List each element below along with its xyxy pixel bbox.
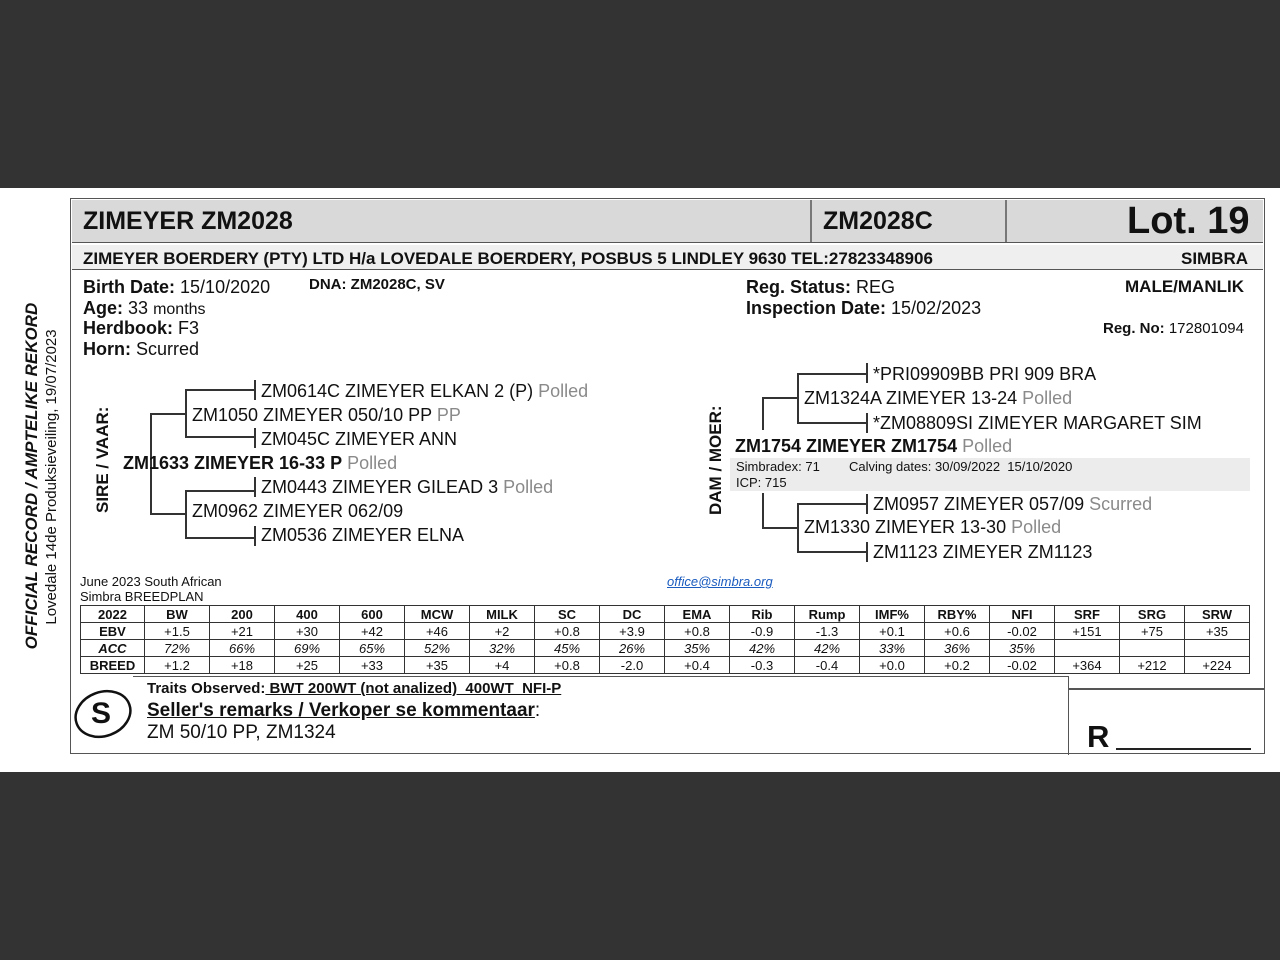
dam-sire-dam [873,413,1202,434]
ped-note: Scurred [1089,494,1153,514]
ebv-cell: +0.2 [925,657,990,674]
dam-connector [797,503,799,552]
price-label: R [1087,719,1110,754]
breeder-line: ZIMEYER BOERDERY (PTY) LTD H/a LOVEDALE BOERDERY, POSBUS 5 LINDLEY 9630 TEL:27823348906 [83,249,933,268]
sire-connector [150,413,186,415]
breed-name: SIMBRA [1181,249,1249,268]
ebv-cell: +3.9 [600,623,665,640]
age-unit: months [153,301,206,318]
ebv-cell: +4 [470,657,535,674]
sire-dam-dam [261,525,464,546]
sire-dam [192,501,403,522]
birth-date-label: Birth Date: [83,277,176,297]
ebv-cell: 72% [145,640,210,657]
inspection-value: 15/02/2023 [891,298,982,318]
ped-note: Polled [1022,388,1073,408]
traits-observed [147,680,561,697]
reg-no [1103,320,1244,337]
reg-no-label: Reg. No: [1103,320,1165,337]
ebv-cell: +0.0 [860,657,925,674]
ebv-cell [1120,640,1185,657]
ebv-cell: +0.8 [535,657,600,674]
inspection-label: Inspection Date: [746,298,887,318]
ebv-cell: 45% [535,640,600,657]
ebv-cell: -0.02 [990,657,1055,674]
sire-connector [254,477,256,497]
ebv-header-cell: RBY% [925,606,990,623]
ebv-cell: +35 [1185,623,1250,640]
title-divider [1005,200,1007,242]
ped-name: ZM0614C ZIMEYER ELKAN 2 (P) [261,381,534,401]
dam-connector [797,373,867,375]
ped-name: ZM0957 ZIMEYER 057/09 [873,494,1085,514]
ebv-cell: +1.2 [145,657,210,674]
sire-connector [254,428,256,448]
ped-note: Polled [538,381,589,401]
dam-connector [866,542,868,562]
dam-sire [804,388,1072,409]
dam-connector [866,494,868,514]
ebv-row-ebv [81,623,1250,640]
dam-sire-sire [873,364,1096,385]
ebv-cell [1055,640,1120,657]
inspection-date [746,298,981,319]
ebv-header-cell: NFI [990,606,1055,623]
ebv-table [80,605,1250,674]
seller-remarks-heading [147,700,540,722]
ebv-header-cell: SRW [1185,606,1250,623]
ebv-cell: -0.9 [730,623,795,640]
dam-connector [762,397,798,399]
ebv-cell: +0.8 [665,623,730,640]
dam-connector [866,413,868,433]
ebv-row-breed [81,657,1250,674]
reg-status-label: Reg. Status: [746,277,852,297]
sire-dam-sire [261,477,553,498]
sire-connector [185,436,255,438]
ebv-cell: +33 [340,657,405,674]
ped-name: *ZM08809SI ZIMEYER MARGARET SIM [873,413,1202,433]
reg-status [746,277,895,298]
ebv-row-acc [81,640,1250,657]
ebv-header-cell: MCW [405,606,470,623]
ebv-row-label: EBV [81,623,145,640]
animal-name: ZIMEYER ZM2028 [83,207,293,235]
traits-label: Traits Observed: [147,680,266,697]
ebv-row-label: ACC [81,640,145,657]
ped-name: ZM1123 ZIMEYER ZM1123 [873,542,1093,562]
ebv-header-cell: 200 [210,606,275,623]
ped-name: ZM1050 ZIMEYER 050/10 PP [192,405,432,425]
ebv-cell: -2.0 [600,657,665,674]
ebv-cell: +0.6 [925,623,990,640]
dam-dam-dam [873,542,1092,563]
logo-letter: S [90,697,112,730]
ped-name: ZM0962 ZIMEYER 062/09 [192,501,404,521]
dam-dam-sire [873,494,1152,515]
ebv-row-label: BREED [81,657,145,674]
dam-connector [762,493,764,528]
ebv-cell: -1.3 [795,623,860,640]
sire-connector [185,490,255,492]
dam-connector [762,527,798,529]
ped-name: ZM0443 ZIMEYER GILEAD 3 [261,477,499,497]
sire-sire-sire [261,381,588,402]
ebv-cell: +42 [340,623,405,640]
ebv-cell: +18 [210,657,275,674]
price-line [1116,748,1251,750]
sex: MALE/MANLIK [1125,277,1244,296]
ped-name: ZM1633 ZIMEYER 16-33 P [123,453,343,473]
dam-label: DAM / MOER: [706,405,725,515]
ped-note: Polled [962,436,1013,456]
ebv-header-row [81,606,1250,623]
ebv-header-cell: SC [535,606,600,623]
lot-number: Lot. 19 [1127,200,1250,242]
ebv-cell: 36% [925,640,990,657]
simbra-logo-icon [70,686,136,742]
ebv-cell: +0.1 [860,623,925,640]
ebv-cell: +46 [405,623,470,640]
ebv-header-cell: Rump [795,606,860,623]
ped-name: ZM1330 ZIMEYER 13-30 [804,517,1007,537]
ebv-header-cell: SRF [1055,606,1120,623]
ebv-cell: +151 [1055,623,1120,640]
horn-label: Horn: [83,339,131,359]
ebv-header-cell: MILK [470,606,535,623]
horn [83,339,199,360]
breedplan-line2: Simbra BREEDPLAN [80,589,204,604]
ebv-cell [1185,640,1250,657]
birth-date-value: 15/10/2020 [180,277,271,297]
ebv-cell: +75 [1120,623,1185,640]
ebv-cell: +0.8 [535,623,600,640]
ebv-cell: 66% [210,640,275,657]
dam-connector [797,373,799,423]
icp: ICP: 715 [736,475,787,490]
simbradex: Simbradex: 71 [736,459,820,474]
ped-name: ZM1324A ZIMEYER 13-24 [804,388,1018,408]
ebv-cell: +364 [1055,657,1120,674]
dam-connector [797,422,867,424]
ebv-cell: -0.3 [730,657,795,674]
ped-name: ZM1754 ZIMEYER ZM1754 [735,436,958,456]
ped-note: Polled [1011,517,1062,537]
reg-no-value: 172801094 [1168,320,1244,337]
price-box-border [1068,688,1265,690]
herdbook-label: Herdbook: [83,318,173,338]
birth-date [83,277,270,298]
sire-sire-dam [261,429,457,450]
ebv-cell: 33% [860,640,925,657]
dna-info: DNA: ZM2028C, SV [309,276,445,293]
calving-dates: Calving dates: 30/09/2022 15/10/2020 [849,459,1073,474]
ebv-cell: +30 [275,623,340,640]
ebv-cell: 42% [730,640,795,657]
ebv-cell: +224 [1185,657,1250,674]
ebv-cell: 69% [275,640,340,657]
ebv-header-cell: 2022 [81,606,145,623]
ebv-cell: +25 [275,657,340,674]
sire-connector [185,490,187,538]
animal-code: ZM2028C [823,207,933,235]
dam-connector [866,363,868,383]
age-label: Age: [83,298,123,318]
ebv-cell: 32% [470,640,535,657]
sire-label: SIRE / VAAR: [93,406,112,513]
reg-status-value: REG [856,277,896,297]
ebv-cell: +0.4 [665,657,730,674]
sire-sire [192,405,461,426]
ebv-cell: +212 [1120,657,1185,674]
dam-connector [797,503,867,505]
ebv-cell: +21 [210,623,275,640]
ebv-cell: 35% [665,640,730,657]
dam-dam [804,517,1061,538]
ebv-cell: 42% [795,640,860,657]
ebv-cell: +2 [470,623,535,640]
sire-connector [254,526,256,546]
age [83,298,206,319]
ped-name: *PRI09909BB PRI 909 BRA [873,364,1097,384]
ebv-cell: +35 [405,657,470,674]
sire-connector [185,389,187,437]
ebv-header-cell: IMF% [860,606,925,623]
sale-label: Lovedale 14de Produksieveiling, 19/07/2023 [43,329,60,625]
email-link[interactable]: office@simbra.org [667,574,773,589]
sire-connector [185,389,255,391]
ebv-header-cell: BW [145,606,210,623]
title-divider [810,200,812,242]
age-value: 33 [128,298,149,318]
ped-name: ZM045C ZIMEYER ANN [261,429,458,449]
sire-connector [150,513,186,515]
ped-name: ZM0536 ZIMEYER ELNA [261,525,465,545]
ebv-cell: 35% [990,640,1055,657]
ebv-header-cell: Rib [730,606,795,623]
dam-connector [797,551,867,553]
ebv-cell: 65% [340,640,405,657]
sire-connector [254,380,256,400]
sire-name [123,453,397,474]
herdbook [83,318,199,339]
ebv-header-cell: EMA [665,606,730,623]
ebv-cell: -0.02 [990,623,1055,640]
ebv-header-cell: SRG [1120,606,1185,623]
ped-note: Polled [503,477,554,497]
herdbook-value: F3 [178,318,200,338]
breedplan-line1: June 2023 South African [80,574,222,589]
traits-value: BWT 200WT (not analized) 400WT NFI-P [265,680,562,697]
remarks-colon: : [534,700,541,721]
ebv-header-cell: 400 [275,606,340,623]
horn-value: Scurred [136,339,200,359]
dam-connector [762,397,764,430]
dam-name [735,436,1012,457]
ebv-cell: -0.4 [795,657,860,674]
ebv-header-cell: 600 [340,606,405,623]
official-record-label: OFFICIAL RECORD / AMPTELIKE REKORD [22,302,41,650]
ebv-cell: 52% [405,640,470,657]
remarks-label: Seller's remarks / Verkoper se kommentaar [147,700,535,721]
ebv-cell: +1.5 [145,623,210,640]
ebv-cell: 26% [600,640,665,657]
seller-remarks: ZM 50/10 PP, ZM1324 [147,722,336,743]
ped-note: PP [436,405,461,425]
ped-note: Polled [347,453,398,473]
sire-connector [185,537,255,539]
ebv-header-cell: DC [600,606,665,623]
